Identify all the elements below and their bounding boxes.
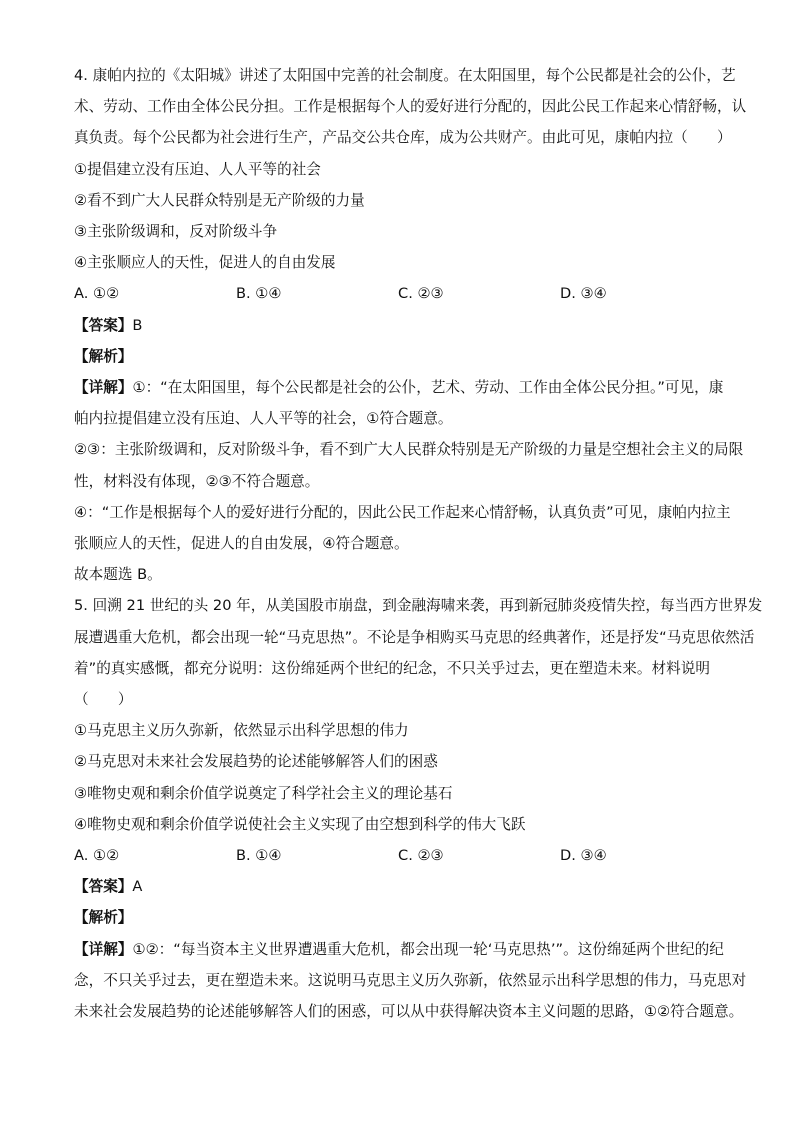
q4-item-4: ④主张顺应人的天性，促进人的自由发展	[74, 254, 336, 272]
q5-analysis-label: 【解析】	[74, 909, 133, 927]
q4-option-b: B. ①④	[236, 285, 282, 303]
q4-detail-text: ①：“在太阳国里，每个公民都是社会的公仆，艺术、劳动、工作由全体公民分担。”可见，康	[132, 379, 724, 397]
q4-conclusion: 故本题选 B。	[74, 566, 162, 584]
q4-detail-line	[74, 372, 722, 403]
document-page	[74, 60, 763, 1027]
q4-stem-line: 真负责。每个公民都为社会进行生产，产品交公共仓库，成为公共财产。由此可见，康帕内拉（ ）	[74, 129, 732, 147]
q4-detail-line: ②③：主张阶级调和，反对阶级斗争，看不到广大人民群众特别是无产阶级的力量是空想社会主义的局限	[74, 441, 744, 459]
q4-detail-line: ④：“工作是根据每个人的爱好进行分配的，因此公民工作起来心情舒畅，认真负责”可见，康帕内拉主	[74, 503, 731, 521]
q5-item-1: ①马克思主义历久弥新，依然显示出科学思想的伟力	[74, 722, 409, 740]
q4-answer-value: B	[132, 316, 143, 334]
q4-stem-line: 4. 康帕内拉的《太阳城》讲述了太阳国中完善的社会制度。在太阳国里，每个公民都是社会的公仆，艺	[74, 67, 736, 84]
q5-item-2: ②马克思对未来社会发展趋势的论述能够解答人们的困惑	[74, 753, 438, 771]
q5-item-4: ④唯物史观和剩余价值学说使社会主义实现了由空想到科学的伟大飞跃	[74, 815, 526, 833]
q5-options	[74, 840, 722, 871]
q5-detail-line: 念，不只关乎过去，更在塑造未来。这说明马克思主义历久弥新，依然显示出科学思想的伟力，马克思对	[74, 971, 747, 989]
q5-option-a: A. ①②	[74, 847, 120, 865]
q4-answer	[74, 310, 722, 341]
q5-detail-label: 【详解】	[74, 940, 133, 958]
q4-detail-line: 张顺应人的天性，促进人的自由发展，④符合题意。	[74, 535, 409, 553]
q5-answer-value: A	[132, 878, 143, 896]
q5-option-c: C. ②③	[398, 847, 444, 865]
q4-option-c: C. ②③	[398, 285, 444, 303]
q4-item-3: ③主张阶级调和，反对阶级斗争	[74, 223, 278, 241]
q4-item-1: ①提倡建立没有压迫、人人平等的社会	[74, 160, 321, 178]
question-4	[74, 60, 747, 590]
question-5	[74, 590, 763, 1027]
q4-options	[74, 278, 722, 309]
q4-answer-label: 【答案】	[74, 316, 133, 334]
q4-option-a: A. ①②	[74, 285, 120, 303]
q5-detail-text: ①②：“每当资本主义世界遭遇重大危机，都会出现一轮‘马克思热’”。这份绵延两个世纪的纪	[132, 940, 724, 958]
q4-stem-line: 术、劳动、工作由全体公民分担。工作是根据每个人的爱好进行分配的，因此公民工作起来心情舒畅，认	[74, 98, 747, 116]
q4-detail-line: 帕内拉提倡建立没有压迫、人人平等的社会，①符合题意。	[74, 410, 453, 428]
q4-analysis-label: 【解析】	[74, 347, 133, 365]
q5-stem-line: 5. 回溯 21 世纪的头 20 年，从美国股市崩盘，到金融海啸来袭，再到新冠肺炎疫情失控，每当西方世界发	[74, 597, 763, 615]
q5-detail-line: 未来社会发展趋势的论述能够解答人们的困惑，可以从中获得解决资本主义问题的思路，①②符合题意。	[74, 1003, 744, 1021]
q5-answer	[74, 871, 722, 902]
q5-detail-line	[74, 934, 722, 965]
q5-stem-line: 着”的真实感慨，都充分说明：这份绵延两个世纪的纪念，不只关乎过去，更在塑造未来。材料说明	[74, 659, 710, 677]
q5-item-3: ③唯物史观和剩余价值学说奠定了科学社会主义的理论基石	[74, 784, 453, 802]
q4-detail-line: 性，材料没有体现，②③不符合题意。	[74, 472, 320, 490]
q4-option-d: D. ③④	[560, 285, 607, 303]
q5-option-d: D. ③④	[560, 847, 607, 865]
q5-stem-line: （ ）	[74, 691, 133, 709]
q5-stem-line: 展遭遇重大危机，都会出现一轮“马克思热”。不论是争相购买马克思的经典著作，还是抒发“马克思依然活	[74, 628, 755, 646]
q5-option-b: B. ①④	[236, 847, 282, 865]
q5-answer-label: 【答案】	[74, 878, 133, 896]
q4-item-2: ②看不到广大人民群众特别是无产阶级的力量	[74, 191, 365, 209]
q4-detail-label: 【详解】	[74, 379, 133, 397]
